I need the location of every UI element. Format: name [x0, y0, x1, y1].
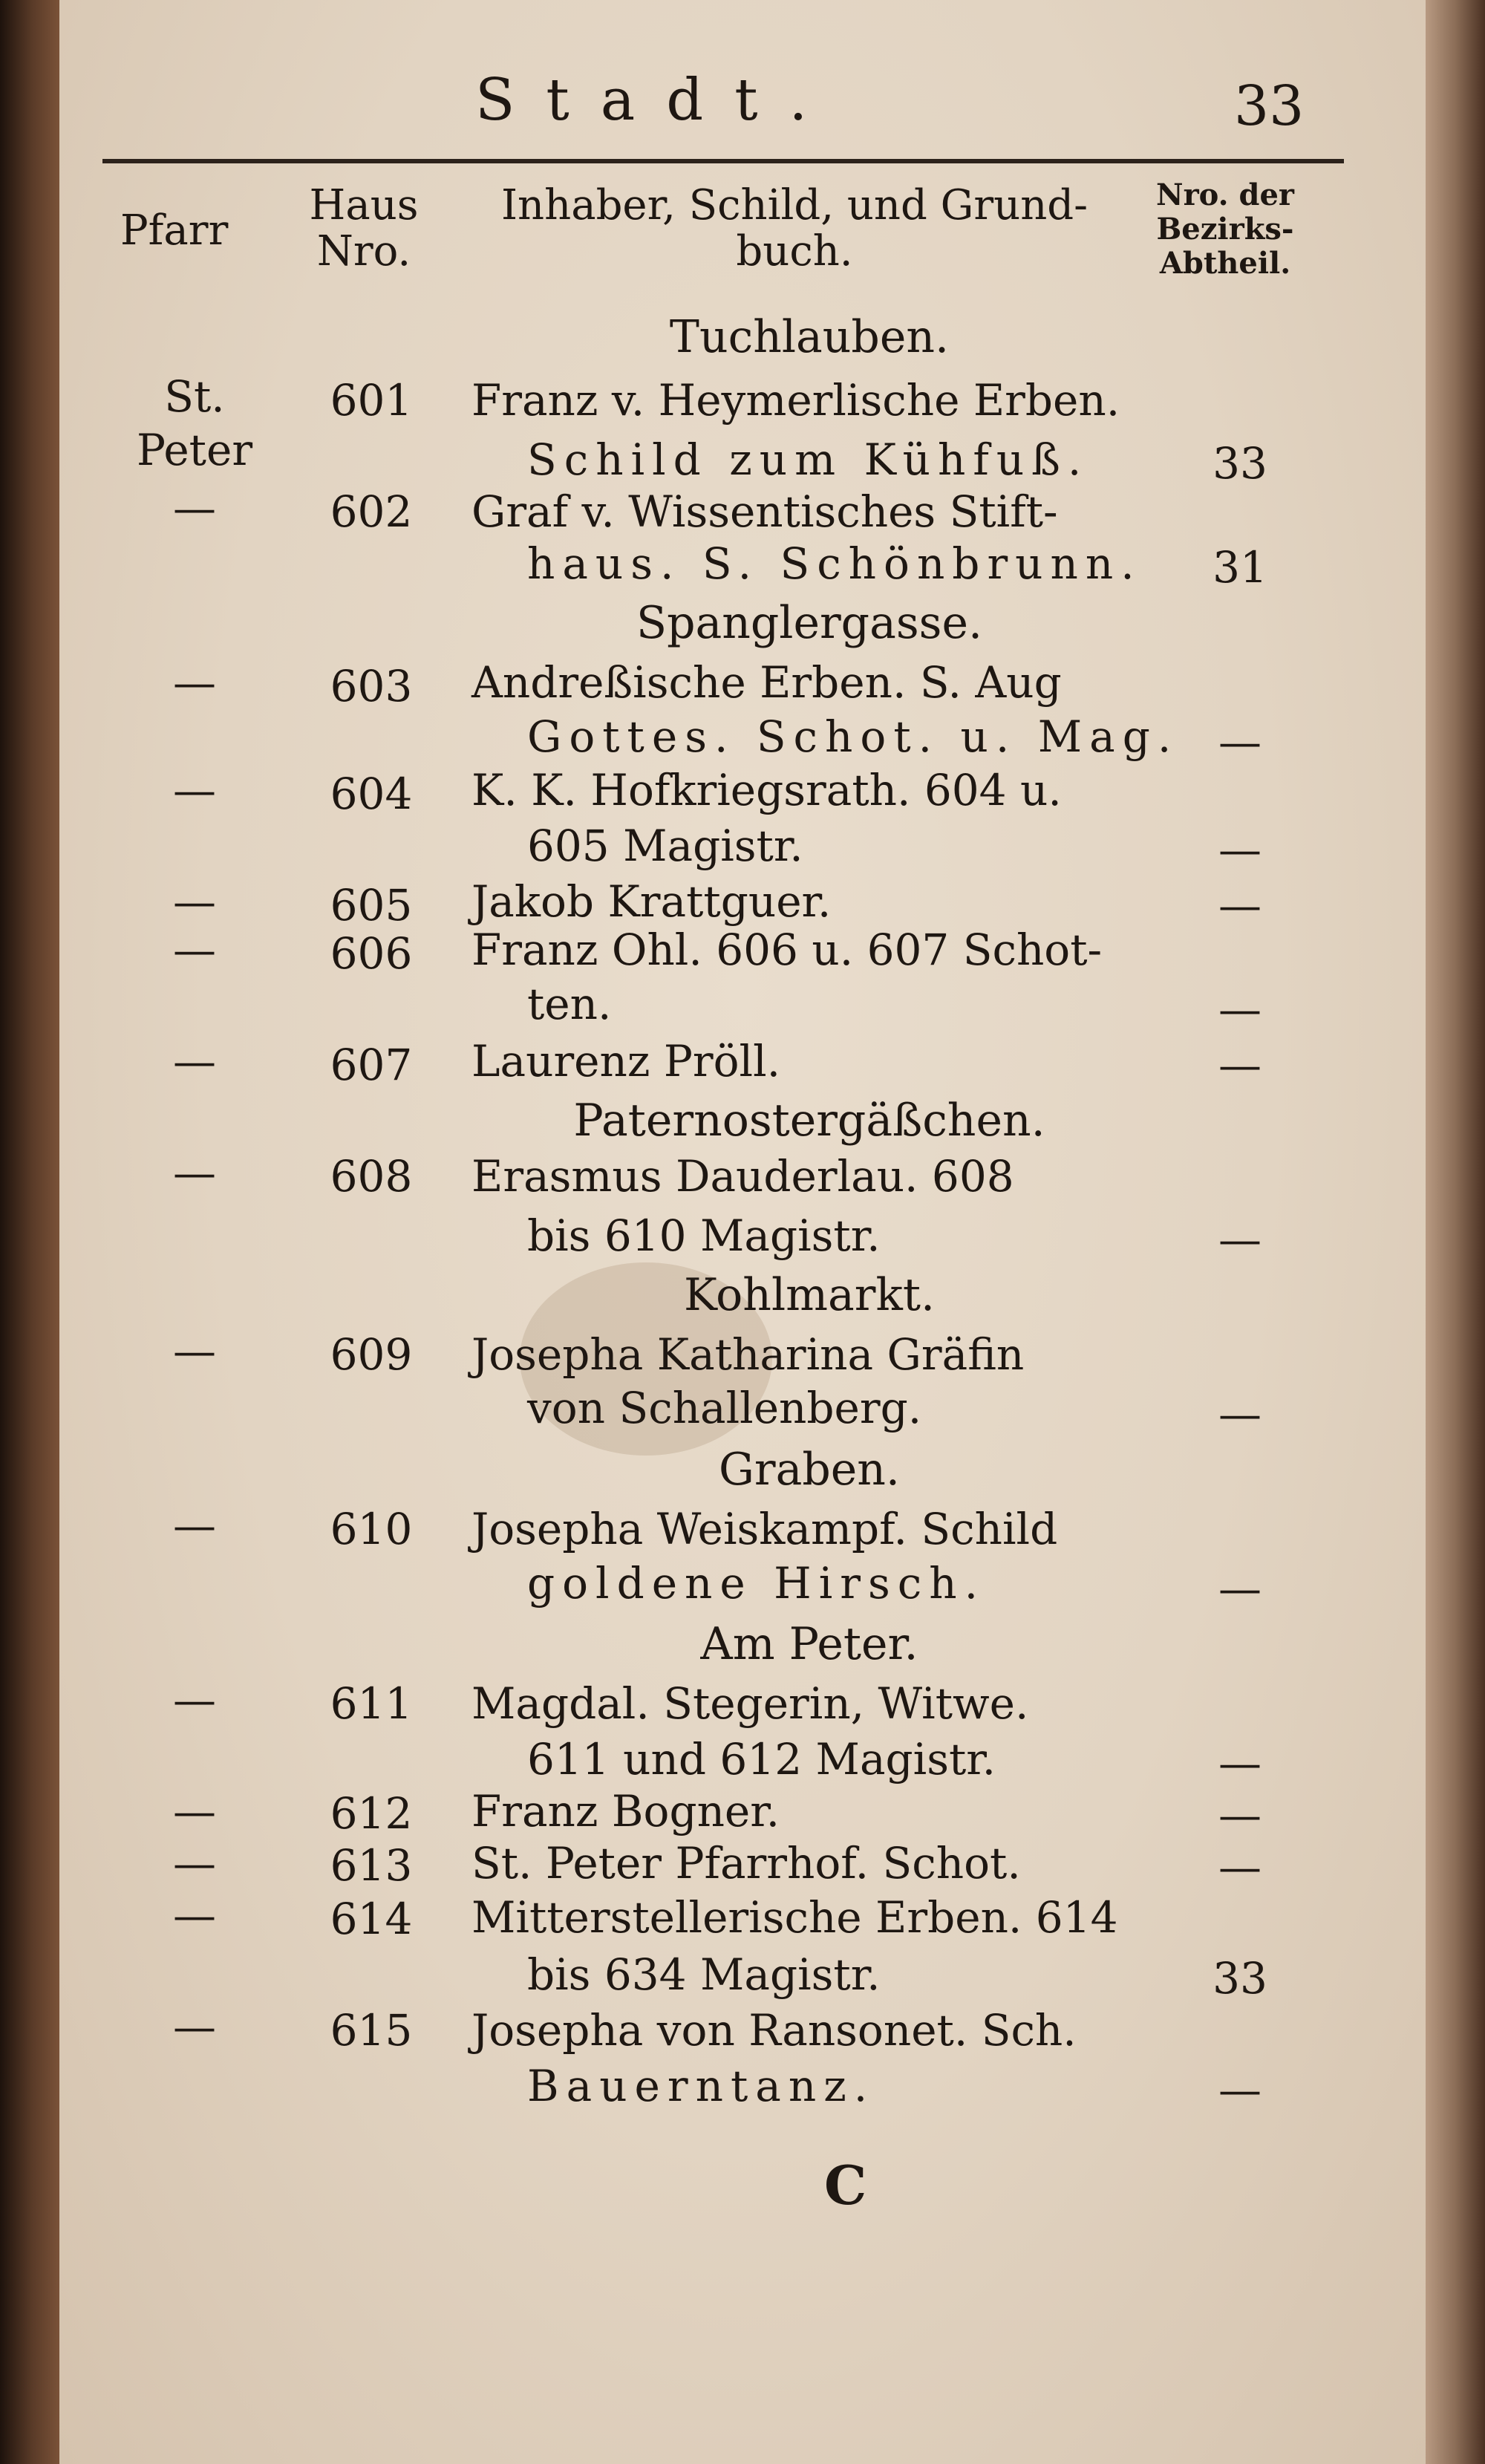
district-number: 33	[1213, 438, 1267, 489]
district-number: —	[1218, 1214, 1262, 1265]
haus-number: 611	[330, 1678, 413, 1729]
page-edge	[1426, 0, 1485, 2464]
book-spine	[0, 0, 59, 2464]
pfarr-cell: —	[173, 2001, 216, 2052]
pfarr-cell: St.	[164, 371, 225, 422]
column-header-haus-line2: Nro.	[316, 227, 411, 276]
pfarr-cell: —	[173, 765, 216, 815]
haus-number: 610	[330, 1504, 413, 1554]
district-number: —	[1218, 824, 1262, 875]
owner-line: Laurenz Pröll.	[471, 1036, 781, 1086]
column-header-nro-line3: Abtheil.	[1159, 246, 1291, 281]
owner-line: St. Peter Pfarrhof. Schot.	[471, 1838, 1021, 1888]
owner-line: Bauerntanz.	[527, 2061, 875, 2111]
column-header-inhaber	[460, 183, 1129, 275]
haus-number: 612	[330, 1788, 413, 1839]
district-number: —	[1218, 1738, 1262, 1788]
owner-line: Schild zum Kühfuß.	[527, 434, 1089, 485]
district-number: —	[1218, 1790, 1262, 1840]
haus-number: 604	[330, 769, 413, 819]
haus-number: 601	[330, 375, 413, 426]
haus-number: 605	[330, 880, 413, 930]
column-header-haus-line1: Haus	[309, 181, 419, 229]
pfarr-cell: —	[173, 657, 216, 708]
owner-line: Jakob Krattguer.	[471, 876, 832, 927]
pfarr-cell: —	[173, 483, 216, 533]
pfarr-cell: Peter	[136, 425, 253, 475]
haus-number: 613	[330, 1840, 413, 1891]
haus-number: 614	[330, 1894, 413, 1944]
owner-line: 611 und 612 Magistr.	[527, 1734, 996, 1785]
haus-number: 602	[330, 486, 413, 537]
signature-mark: C	[824, 2154, 867, 2217]
owner-line: Franz Bogner.	[471, 1786, 780, 1836]
column-header-inhaber-line1: Inhaber, Schild, und Grund-	[500, 181, 1089, 229]
district-number: —	[1218, 1389, 1262, 1439]
owner-line: haus. S. Schönbrunn.	[527, 538, 1142, 589]
owner-line: 605 Magistr.	[527, 821, 803, 871]
column-header-nro-line1: Nro. der	[1156, 177, 1294, 212]
district-number: —	[1218, 1842, 1262, 1892]
haus-number: 608	[330, 1151, 413, 1202]
district-number: 31	[1213, 542, 1267, 593]
district-number: —	[1218, 717, 1262, 767]
pfarr-cell: —	[173, 876, 216, 927]
owner-line: Franz v. Heymerlische Erben.	[471, 375, 1120, 426]
haus-number: 606	[330, 928, 413, 979]
owner-line: K. K. Hofkriegsrath. 604 u.	[471, 765, 1062, 815]
pfarr-cell: —	[173, 1786, 216, 1836]
owner-line: Josepha Katharina Gräfin	[471, 1329, 1025, 1380]
street-heading: Tuchlauben.	[669, 311, 950, 363]
district-number: —	[1218, 880, 1262, 930]
owner-line: bis 634 Magistr.	[527, 1949, 881, 2000]
street-heading: Kohlmarkt.	[683, 1269, 936, 1321]
column-header-haus	[297, 183, 431, 275]
pfarr-cell: —	[173, 1838, 216, 1888]
pfarr-cell: —	[173, 1147, 216, 1198]
street-heading: Paternostergäßchen.	[573, 1095, 1045, 1147]
owner-line: bis 610 Magistr.	[527, 1210, 881, 1261]
owner-line: Magdal. Stegerin, Witwe.	[471, 1678, 1029, 1729]
owner-line: Josepha von Ransonet. Sch.	[471, 2005, 1077, 2056]
owner-line: Gottes. Schot. u. Mag.	[527, 711, 1179, 762]
owner-line: ten.	[527, 979, 612, 1029]
district-number: 33	[1213, 1953, 1267, 2004]
street-heading: Graben.	[718, 1444, 900, 1496]
pfarr-cell: —	[173, 1326, 216, 1376]
haus-number: 603	[330, 661, 413, 711]
haus-number: 615	[330, 2005, 413, 2056]
column-header-pfarr: Pfarr	[120, 206, 229, 255]
district-number: —	[1218, 984, 1262, 1034]
owner-line: Graf v. Wissentisches Stift-	[471, 486, 1058, 537]
page-number: 33	[1234, 74, 1305, 138]
district-number: —	[1218, 2064, 1262, 2115]
header-rule	[102, 159, 1344, 163]
book-page	[59, 0, 1426, 2464]
owner-line: Mitterstellerische Erben. 614	[471, 1892, 1118, 1943]
pfarr-cell: —	[173, 1675, 216, 1725]
pfarr-cell: —	[173, 1500, 216, 1551]
haus-number: 609	[330, 1329, 413, 1380]
running-head: Stadt.	[475, 67, 839, 134]
owner-line: Andreßische Erben. S. Aug	[471, 657, 1062, 708]
pfarr-cell: —	[173, 1890, 216, 1940]
owner-line: von Schallenberg.	[527, 1383, 922, 1433]
street-heading: Am Peter.	[700, 1618, 918, 1670]
district-number: —	[1218, 1563, 1262, 1614]
column-header-inhaber-line2: buch.	[736, 227, 853, 276]
street-heading: Spanglergasse.	[636, 597, 983, 649]
owner-line: goldene Hirsch.	[527, 1558, 986, 1609]
pfarr-cell: —	[173, 1036, 216, 1086]
owner-line: Erasmus Dauderlau. 608	[471, 1151, 1014, 1202]
owner-line: Josepha Weiskampf. Schild	[471, 1504, 1058, 1554]
pfarr-cell: —	[173, 925, 216, 975]
haus-number: 607	[330, 1040, 413, 1090]
column-header-nro	[1129, 178, 1322, 281]
district-number: —	[1218, 1040, 1262, 1090]
column-header-nro-line2: Bezirks-	[1156, 212, 1294, 247]
owner-line: Franz Ohl. 606 u. 607 Schot-	[471, 925, 1103, 975]
